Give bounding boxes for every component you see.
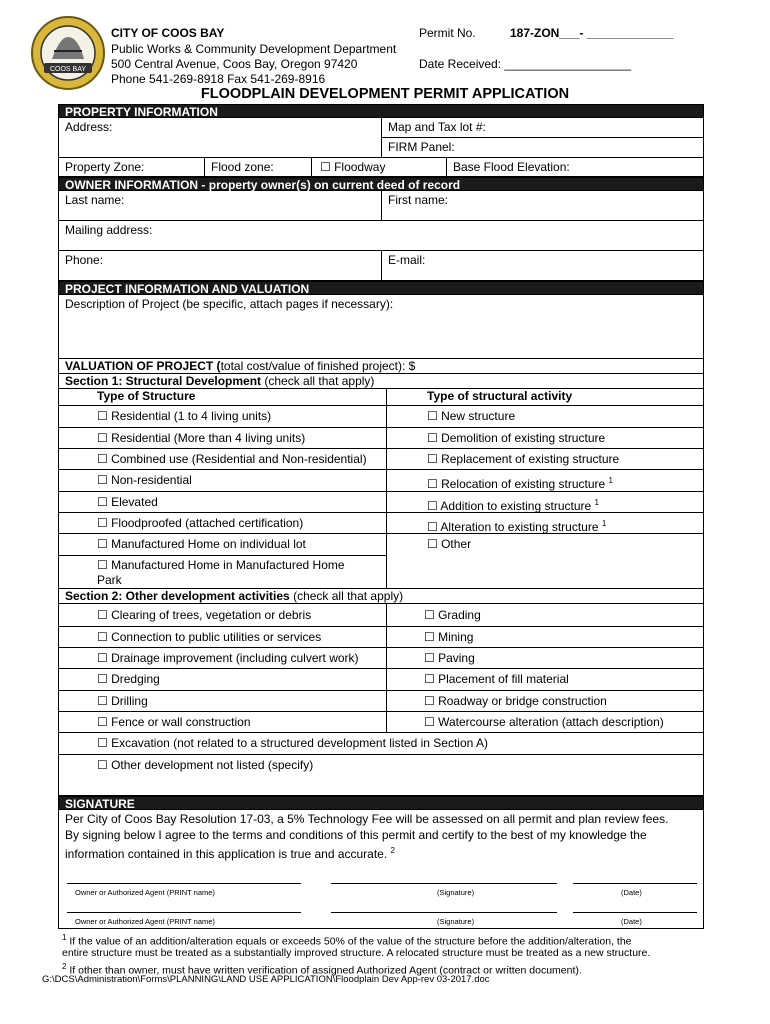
dev-excavation[interactable]: ☐ Excavation (not related to a structured development listed in Section A) (97, 736, 488, 750)
date-label-2: (Date) (621, 917, 642, 926)
property-zone-field[interactable]: Property Zone: (65, 160, 145, 174)
date-label-1: (Date) (621, 888, 642, 897)
structure-combined-use[interactable]: ☐ Combined use (Residential and Non-residential) (97, 452, 367, 466)
svg-text:COOS BAY: COOS BAY (49, 66, 87, 73)
dev-roadway[interactable]: ☐ Roadway or bridge construction (424, 694, 607, 708)
mailing-address-field[interactable]: Mailing address: (65, 223, 153, 237)
first-name-field[interactable]: First name: (381, 191, 703, 220)
application-form (58, 104, 704, 929)
last-name-field[interactable]: Last name: (65, 193, 125, 207)
footnote-2: $^2$ If other than owner, must have written verification of assigned Authorized Agent (contract or written document). (62, 962, 582, 977)
dev-grading[interactable]: ☐ Grading (424, 608, 481, 622)
activity-alteration[interactable]: ☐ Alteration to existing structure $^1$ (427, 519, 607, 534)
address-row (58, 118, 704, 158)
date-line-1[interactable] (573, 883, 697, 884)
section1-heading: Section 1: Structural Development (check all that apply) (65, 374, 375, 388)
signature-line-2[interactable] (331, 912, 557, 913)
valuation-field[interactable]: VALUATION OF PROJECT (total cost/value of finished project): $ (65, 359, 416, 373)
city-phone: Phone 541-269-8918 Fax 541-269-8916 (111, 72, 326, 86)
city-seal-logo (30, 15, 106, 91)
property-section-header: PROPERTY INFORMATION (58, 104, 704, 118)
section1-grid (58, 389, 704, 589)
bfe-field[interactable]: Base Flood Elevation: (446, 158, 703, 176)
department: Public Works & Community Development Department (111, 42, 397, 56)
owner-section-header: OWNER INFORMATION - property owner(s) on current deed of record (58, 177, 704, 191)
owner-print-line-1[interactable] (67, 883, 301, 884)
firm-panel-field[interactable]: FIRM Panel: (388, 140, 455, 154)
dev-watercourse[interactable]: ☐ Watercourse alteration (attach description) (424, 715, 664, 729)
file-path: G:\DCS\Administration\Forms\PLANNING\LAND USE APPLICATION\Floodplain Dev App-rev 03-2017.doc (42, 974, 490, 985)
signature-line-1[interactable] (331, 883, 557, 884)
structure-residential-1-4[interactable]: ☐ Residential (1 to 4 living units) (97, 409, 272, 423)
tech-fee-text: Per City of Coos Bay Resolution 17-03, a 5% Technology Fee will be assessed on all permit and plan review fees. (65, 812, 669, 826)
flood-zone-field[interactable]: Flood zone: (204, 158, 311, 176)
dev-paving[interactable]: ☐ Paving (424, 651, 475, 665)
date-received: Date Received: ___________________ (419, 57, 632, 71)
dev-utilities[interactable]: ☐ Connection to public utilities or services (97, 630, 322, 644)
signature-label-2: (Signature) (437, 917, 475, 926)
dev-dredging[interactable]: ☐ Dredging (97, 672, 160, 686)
city-address: 500 Central Avenue, Coos Bay, Oregon 97420 (111, 57, 358, 71)
structure-manufactured-lot[interactable]: ☐ Manufactured Home on individual lot (97, 537, 306, 551)
activity-other[interactable]: ☐ Other (427, 537, 472, 551)
section2-heading: Section 2: Other development activities (check all that apply) (65, 589, 404, 603)
signature-label-1: (Signature) (437, 888, 475, 897)
structure-floodproofed[interactable]: ☐ Floodproofed (attached certification) (97, 516, 304, 530)
certify-text-2: information contained in this application is true and accurate. $^2$ (65, 846, 395, 861)
zone-row (58, 158, 704, 177)
activity-demolition[interactable]: ☐ Demolition of existing structure (427, 431, 606, 445)
activity-replacement[interactable]: ☐ Replacement of existing structure (427, 452, 620, 466)
date-line-2[interactable] (573, 912, 697, 913)
permit-label: Permit No. (419, 26, 476, 40)
structure-manufactured-park-cont: Park (97, 573, 122, 587)
activity-relocation[interactable]: ☐ Relocation of existing structure $^1$ (427, 476, 613, 491)
certify-text-1: By signing below I agree to the terms and conditions of this permit and certify to the best of my knowledge the (65, 828, 647, 842)
address-field[interactable]: Address: (65, 120, 113, 134)
permit-number: 187-ZON___- _____________ (510, 26, 674, 40)
dev-fill[interactable]: ☐ Placement of fill material (424, 672, 569, 686)
owner-label-2: Owner or Authorized Agent (PRINT name) (75, 917, 215, 926)
footnote-1-cont: entire structure must be treated as a substantially improved structure. A relocated structure must be treated as a new structure. (62, 947, 651, 959)
type-structure-heading: Type of Structure (97, 389, 196, 403)
section2-grid (58, 604, 704, 796)
project-section-header: PROJECT INFORMATION AND VALUATION (58, 281, 704, 295)
signature-block (58, 810, 704, 929)
footnote-1: $^1$ If the value of an addition/alteration equals or exceeds 50% of the value of the structure before the addition/alteration, the (62, 933, 632, 948)
dev-clearing[interactable]: ☐ Clearing of trees, vegetation or debris (97, 608, 312, 622)
structure-elevated[interactable]: ☐ Elevated (97, 495, 158, 509)
map-tax-field[interactable]: Map and Tax lot #: (382, 120, 703, 138)
structure-residential-4plus[interactable]: ☐ Residential (More than 4 living units) (97, 431, 306, 445)
dev-drainage[interactable]: ☐ Drainage improvement (including culvert work) (97, 651, 359, 665)
activity-addition[interactable]: ☐ Addition to existing structure $^1$ (427, 498, 599, 513)
dev-other[interactable]: ☐ Other development not listed (specify) (97, 758, 314, 772)
phone-field[interactable]: Phone: (65, 253, 104, 267)
form-title: FLOODPLAIN DEVELOPMENT PERMIT APPLICATION (200, 86, 570, 102)
email-field[interactable]: E-mail: (381, 251, 703, 280)
dev-drilling[interactable]: ☐ Drilling (97, 694, 148, 708)
owner-label-1: Owner or Authorized Agent (PRINT name) (75, 888, 215, 897)
structure-manufactured-park[interactable]: ☐ Manufactured Home in Manufactured Home (97, 558, 345, 572)
signature-section-header: SIGNATURE (58, 796, 704, 810)
activity-new[interactable]: ☐ New structure (427, 409, 516, 423)
dev-fence[interactable]: ☐ Fence or wall construction (97, 715, 251, 729)
structure-non-residential[interactable]: ☐ Non-residential (97, 473, 192, 487)
project-description-field[interactable]: Description of Project (be specific, attach pages if necessary): (65, 297, 394, 311)
type-activity-heading: Type of structural activity (427, 389, 573, 403)
dev-mining[interactable]: ☐ Mining (424, 630, 474, 644)
city-name: CITY OF COOS BAY (111, 26, 225, 40)
owner-print-line-2[interactable] (67, 912, 301, 913)
floodway-checkbox[interactable]: ☐ Floodway (311, 158, 446, 176)
